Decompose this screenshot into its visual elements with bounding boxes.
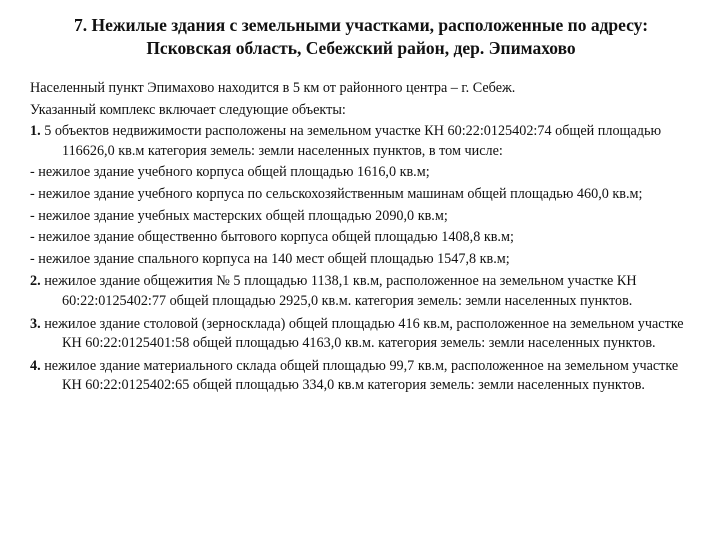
title-line-1: 7. Нежилые здания с земельными участками, расположенные по адресу: <box>73 15 649 35</box>
list-item-2 <box>30 272 692 311</box>
list-item-3 <box>30 315 692 354</box>
list-item-4 <box>30 357 692 396</box>
list-item-number: 1. <box>30 123 41 140</box>
title-line-2: Псковская область, Себежский район, дер. Эпимахово <box>146 38 576 58</box>
intro-paragraph-1: Населенный пункт Эпимахово находится в 5 км от районного центра – г. Себеж. <box>30 80 516 96</box>
list-item-number: 3. <box>30 315 41 332</box>
sub-item-3: - нежилое здание учебных мастерских общей площадью 2090,0 кв.м; <box>30 207 448 224</box>
slide-body <box>30 79 692 396</box>
list-item-number: 2. <box>30 273 41 290</box>
list-item-1 <box>30 122 692 161</box>
list-item-text: нежилое здание столовой (зерносклада) общей площадью 416 кв.м, расположенное на земельном участке КН 60:22:0125401:58 общей площадью 4163,0 кв.м. категория земель: земли населенных пунктов. <box>40 315 684 352</box>
list-item-number: 4. <box>30 357 41 374</box>
list-item-text: нежилое здание общежития № 5 площадью 1138,1 кв.м, расположенное на земельном участке КН 60:22:0125402:77 общей площадью 2925,0 кв.м. категория земель: земли населенных пунктов. <box>40 273 637 309</box>
sub-item-5: - нежилое здание спального корпуса на 140 мест общей площадью 1547,8 кв.м; <box>30 250 510 267</box>
list-item-text: нежилое здание материального склада общей площадью 99,7 кв.м, расположенное на земельном участке КН 60:22:0125402:65 общей площадью 334,0 кв.м категория земель: земли населенных пунктов. <box>40 357 679 394</box>
sub-item-1: - нежилое здание учебного корпуса общей площадью 1616,0 кв.м; <box>30 164 430 181</box>
sub-item-4: - нежилое здание общественно бытового корпуса общей площадью 1408,8 кв.м; <box>30 229 514 246</box>
sub-item-2: - нежилое здание учебного корпуса по сельскохозяйственным машинам общей площадью 460,0 кв.м; <box>30 185 643 202</box>
intro-paragraph-2: Указанный комплекс включает следующие объекты: <box>30 101 346 118</box>
list-item-text: 5 объектов недвижимости расположены на земельном участке КН 60:22:0125402:74 общей площадью 116626,0 кв.м категория земель: земли населенных пунктов, в том числе: <box>40 123 662 159</box>
slide-title <box>30 14 692 60</box>
